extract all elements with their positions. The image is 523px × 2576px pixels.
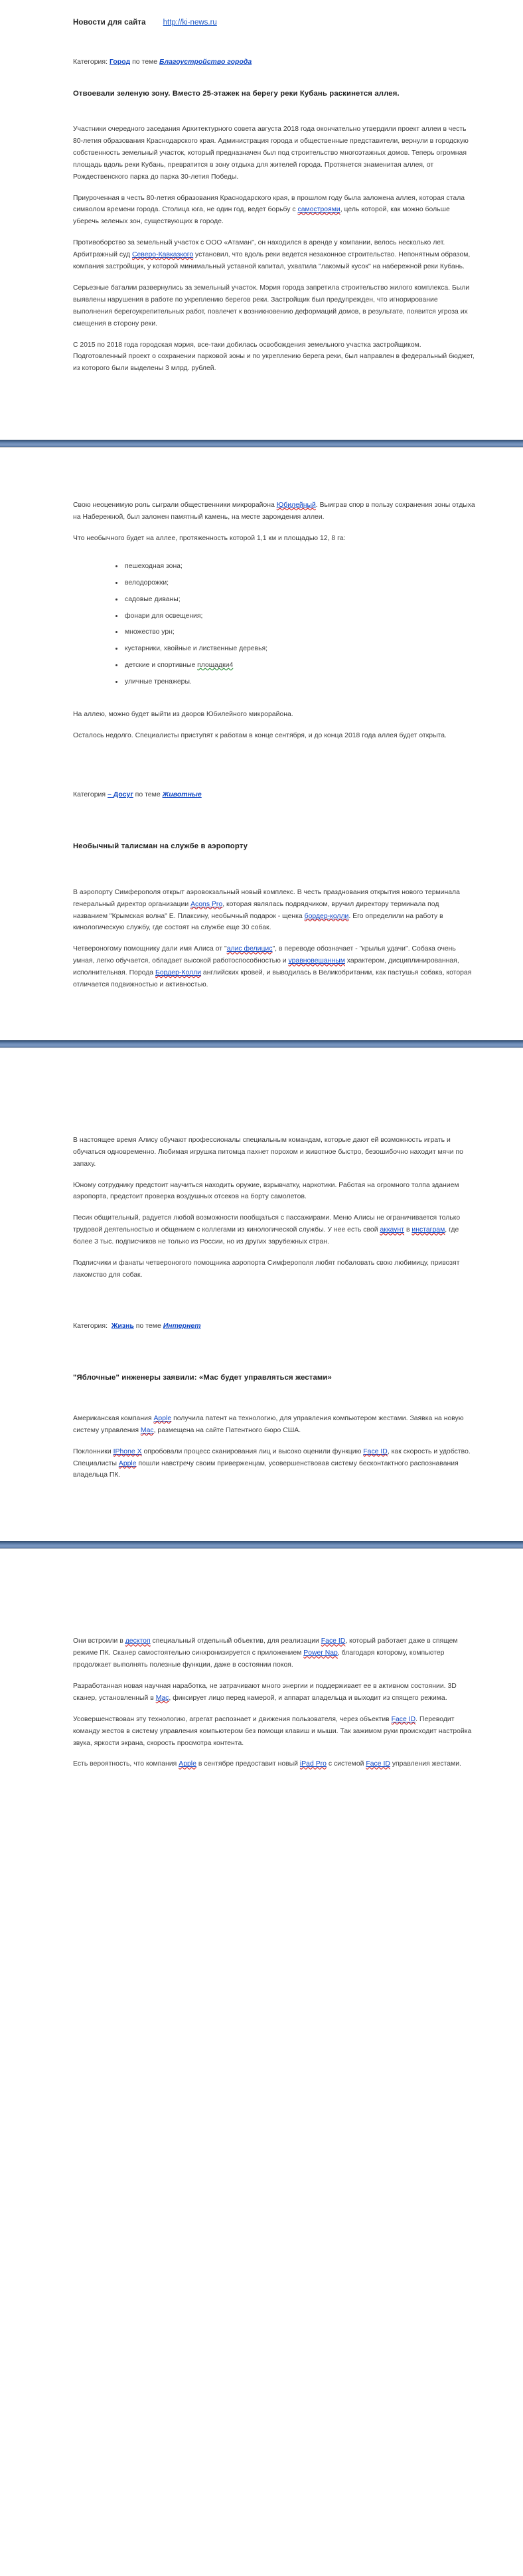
category-mid-3: по теме (135, 1321, 161, 1330)
article-1-feature-list (73, 561, 475, 688)
article-3-paragraph-2: Поклонники IPhone X опробовали процесс сканирования лиц и высоко оценили функцию Face ID, как скорость и удобство. Специалисты Apple пошли навстречу своим приверженцам, усовершенствовав систему бесконтактного распознавания владельца ПК. (73, 1447, 471, 1479)
category-line-article-2 (73, 790, 475, 800)
spellcheck-or-link-span: уравновешанным (288, 957, 345, 965)
list-item: велодорожки; (115, 577, 475, 589)
spellcheck-or-link-span[interactable] (179, 1760, 196, 1768)
page-separator-bar (0, 1541, 523, 1548)
list-item: пешеходная зона; (115, 561, 475, 573)
category-line-article-3 (73, 1321, 475, 1332)
spellcheck-or-link-span[interactable] (153, 1415, 171, 1422)
spellcheck-or-link-span[interactable] (132, 251, 193, 258)
spellcheck-or-link-span[interactable] (119, 1460, 137, 1467)
article-1-closing-paragraph-1: На аллею, можно будет выйти из дворов Юбилейного микрорайона. (73, 710, 293, 718)
spellcheck-or-link-span[interactable] (155, 969, 201, 976)
page-separator-bar (0, 440, 523, 447)
spellcheck-or-link-span[interactable] (300, 1760, 327, 1768)
list-item: уличные тренажеры. (115, 676, 475, 688)
spellcheck-or-link-span: Power Nap (303, 1649, 338, 1657)
article-3-paragraph-5: Усовершенствован эту технологию, агрегат распознает и движения пользователя, через объектив Face ID. Переводит команду жестов в систему управления компьютером без помощи клавиш и мыши. Так зажимом руки происходит настройка звука, яркости экрана, скорость просмотра контента. (73, 1715, 472, 1747)
category-mid-1: по теме (132, 58, 158, 66)
article-2-paragraph-4: Юному сотруднику предстоит научиться находить оружие, взрывчатку, наркотики. Работая на огромного толпа зданием аэропорта, предстоит проверка воздушных отсеков на борту самолетов. (73, 1181, 459, 1201)
page-break-1 (0, 414, 523, 470)
spellcheck-or-link-span: бордер-колли (304, 912, 349, 920)
spellcheck-or-link-span: площадки4 (197, 662, 234, 670)
spellcheck-or-link-span[interactable] (156, 1695, 169, 1702)
article-1-paragraph-6: Свою неоценимую роль сыграли общественники микрорайона Юбилейный. Выиграв спор в пользу сохранения зоны отдыха на Набережной, был заложен памятный камень, на месте зарождения аллеи. (73, 502, 475, 521)
document-page-1 (0, 0, 523, 414)
spellcheck-or-link-span[interactable] (411, 1226, 445, 1234)
document-page-2 (0, 470, 523, 1015)
article-1-paragraph-1: Участники очередного заседания Архитектурного совета августа 2018 года окончательно утвердили проект аллеи в честь 80-летия образования Краснодарского края. Администрация города и общественные представители, вернули в городскую собственность земельный участок, который предназначен был под строительство многоэтажных домов. Теперь огромная площадь вдоль реки Кубань, превратится в зону отдыха для жителей города. Протянется знаменитая аллея, от Рождественского парка до парка 30-летия Победы. (73, 126, 469, 181)
spellcheck-or-link-span[interactable] (298, 206, 340, 213)
topic-link-blagoustroystvo[interactable]: Благоустройство города (159, 58, 252, 66)
article-2-paragraph-5: Песик общительный, радуется любой возможности пообщаться с пассажирами. Меню Алисы не ограничивается только трудовой деятельностью и общением с коллегами из кинологической службы. У нее есть свой аккаунт в инстаграм, где более 3 тыс. подписчиков не только из России, но из других зарубежных стран. (73, 1214, 461, 1246)
category-label-1: Категория: (73, 58, 108, 66)
spellcheck-or-link-span[interactable] (113, 1448, 142, 1455)
spellcheck-or-link-span: Mac (155, 1694, 169, 1702)
category-link-zhizn[interactable]: Жизнь (111, 1321, 134, 1330)
spellcheck-or-link-span: Бордер-Колли (155, 969, 202, 977)
spellcheck-or-link-span[interactable] (277, 502, 316, 509)
article-1-closing-paragraph-2: Осталось недолго. Специалисты приступят к работам в конце сентября, и до конца 2018 года аллея будет открыта. (73, 731, 447, 739)
spellcheck-or-link-span: iPad Pro (299, 1760, 327, 1768)
article-1-paragraph-4: Серьезные баталии развернулись за земельный участок. Мэрия города запретила строительство жилого комплекса. Были выявлены нарушения в работе по укреплению берегов реки. Застройщик был предупрежден, что игнорирование выполнения берегоукрепительных работ, повлечет к возникновению деформаций домов, в результате, появится угроза их смещения в сторону реки. (73, 284, 470, 327)
spellcheck-or-link-span: IPhone X (113, 1447, 142, 1455)
spellcheck-or-link-span: самостроями (297, 206, 340, 214)
spellcheck-or-link-span[interactable] (366, 1760, 390, 1768)
topic-link-zhivotnye[interactable]: Животные (162, 790, 202, 798)
spellcheck-or-link-span: Mac (140, 1426, 154, 1434)
article-2-paragraph-3: В настоящее время Алису обучают профессионалы специальным командам, которые дают ей возможность играть и обучаться одновременно. Любимая игрушка питомца пахнет порохом и животное быстро, безошибочно находит мячи по запаху. (73, 1136, 463, 1168)
spellcheck-or-link-span: Face ID (391, 1715, 416, 1723)
spellcheck-or-link-span: Северо- (131, 251, 159, 259)
spellcheck-or-link-span[interactable] (289, 957, 345, 965)
site-url-link[interactable]: http://ki-news.ru (163, 19, 217, 27)
spellcheck-or-link-span[interactable] (141, 1427, 154, 1434)
article-2-headline: Необычный талисман на службе в аэропорту (73, 842, 248, 850)
list-item: кустарники, хвойные и лиственные деревья; (115, 643, 475, 655)
spellcheck-or-link-span: десктоп (125, 1637, 151, 1645)
spellcheck-or-link-span[interactable] (392, 1716, 416, 1723)
spellcheck-or-link-span: Юбилейный (276, 502, 316, 509)
category-link-gorod[interactable]: Город (109, 58, 131, 66)
spellcheck-or-link-span: аккаунт (380, 1226, 405, 1234)
spellcheck-or-link-span: Apple (179, 1760, 196, 1768)
spellcheck-or-link-span[interactable] (303, 1649, 338, 1657)
page-separator-bar (0, 1040, 523, 1048)
category-dash: – (108, 790, 112, 798)
spellcheck-or-link-span: Face ID (363, 1447, 388, 1455)
article-2-paragraph-1: В аэропорту Симферополя открыт аэровокзальный новый комплекс. В честь празднования открытия нового терминала генеральный директор организации Acons Pro, которая являлась подрядчиком, вручил директору терминала под названием "Крымская волна" Е. Плаксину, необычный подарок - щенка бордер-колли. Его определили на работу в кинологическую службу, где состоят на службе еще 30 собак. (73, 888, 460, 932)
category-link-dosug[interactable] (108, 790, 133, 798)
article-3-paragraph-1: Американская компания Apple получила патент на технологию, для управления компьютером жестами. Заявка на новую систему управления Mac, размещена на сайте Патентного бюро США. (73, 1414, 464, 1434)
article-3-headline: "Яблочные" инженеры заявили: «Мас будет управляться жестами» (73, 1373, 332, 1382)
spellcheck-or-link-span[interactable] (190, 901, 222, 908)
spellcheck-or-link-span: Apple (118, 1459, 137, 1467)
spellcheck-or-link-span[interactable] (321, 1637, 346, 1645)
article-3-paragraph-6: Есть вероятность, что компания Apple в сентябре предоставит новый iPad Pro с системой Face ID управления жестами. (73, 1760, 461, 1768)
category-mid-2: по теме (135, 790, 161, 798)
category-line-article-1 (73, 57, 475, 68)
article-1-paragraph-2: Приуроченная в честь 80-летия образования Краснодарского края, в прошлом году была заложена аллея, которая стала символом времени города. Столица юга, не один год, ведет борьбу с самостроями, цель которой, как можно больше уберечь зеленых зон, существующих в городе. (73, 194, 465, 226)
document-header (73, 0, 475, 28)
document-page-4 (0, 1572, 523, 1790)
category-label-2: Категория (73, 790, 106, 798)
article-2-paragraph-2: Четвероногому помощнику дали имя Алиса от "алис фелицис", в переводе обозначает - "крылья удачи". Собака очень умная, легко обучается, обладает высокой работоспособностью и уравновешанным характером, дисциплинированная, исполнительная. Порода Бордер-Колли английских кровей, и выводилась в Великобритании, как пастушья собака, которая отличается подвижностью и активностью. (73, 945, 472, 989)
spellcheck-or-link-span[interactable] (227, 945, 273, 953)
page-break-2 (0, 1015, 523, 1071)
category-label-3: Категория: (73, 1321, 108, 1330)
spellcheck-or-link-span: Face ID (366, 1760, 390, 1768)
article-1-paragraph-3: Противоборство за земельный участок с ООО «Атаман", он находился в аренде у компании, велось несколько лет. Арбитражный суд Северо-Кавказкого установил, что вдоль реки ведется незаконное строительство. Непонятным образом, компания застройщик, у которой минимальный уставной капитал, ухватила "лакомый кусок" на набережной реки Кубань. (73, 239, 471, 271)
list-item: фонари для освещения; (115, 610, 475, 622)
document-page-3 (0, 1071, 523, 1516)
article-2-paragraph-6: Подписчики и фанаты четвероногого помощника аэропорта Симферополя любят побаловать свою любимицу, привозят лакомство для собак. (73, 1259, 460, 1279)
list-item: множество урн; (115, 626, 475, 638)
category-link-label: Досуг (113, 790, 133, 798)
spellcheck-or-link-span: Face ID (321, 1637, 346, 1645)
article-1-headline: Отвоевали зеленую зону. Вместо 25-этажек на берегу реки Кубань раскинется аллея. (73, 89, 400, 98)
article-1-paragraph-5: С 2015 по 2018 года городская мэрия, все-таки добилась освобождения земельного участка застройщиком. Подготовленный проект о сохранении парковой зоны и по укреплению берега реки, был направлен в федеральный бюджет, из которого были выделены 3 млрд. рублей. (73, 341, 475, 373)
document-title: Новости для сайта (73, 19, 146, 27)
spellcheck-or-link-span[interactable] (380, 1226, 404, 1234)
article-3-paragraph-4: Разработанная новая научная наработка, не затрачивают много энергии и поддерживает ее в активном состоянии. 3D сканер, установленный в Mac, фиксирует лицо перед камерой, и аппарат владельца и выходит из спящего режима. (73, 1683, 457, 1702)
list-item: садовые диваны; (115, 594, 475, 606)
spellcheck-or-link-span: Apple (153, 1414, 172, 1422)
spellcheck-or-link-span: Кавказкого (158, 251, 194, 259)
spellcheck-or-link-span[interactable] (305, 913, 349, 920)
spellcheck-or-link-span: инстаграм (411, 1226, 445, 1234)
spellcheck-or-link-span: Acons Pro (190, 900, 223, 908)
page-break-3 (0, 1516, 523, 1572)
article-1-paragraph-7: Что необычного будет на аллее, протяженность которой 1,1 км и площадью 12, 8 га: (73, 534, 346, 542)
topic-link-internet[interactable]: Интернет (163, 1321, 201, 1330)
spellcheck-or-link-span[interactable] (363, 1448, 388, 1455)
list-item: детские и спортивные площадки4 (115, 660, 475, 672)
article-3-paragraph-3: Они встроили в десктоп специальный отдельный объектив, для реализации Face ID, который работает даже в спящем режиме ПК. Сканер самостоятельно синхронизируется с приложением Power Nap, благодаря которому, компьютер продолжает выполнять полезные функции, даже в состоянии покоя. (73, 1637, 458, 1669)
spellcheck-or-link-span[interactable] (125, 1637, 151, 1645)
spellcheck-or-link-span: алис фелицис (226, 945, 273, 953)
